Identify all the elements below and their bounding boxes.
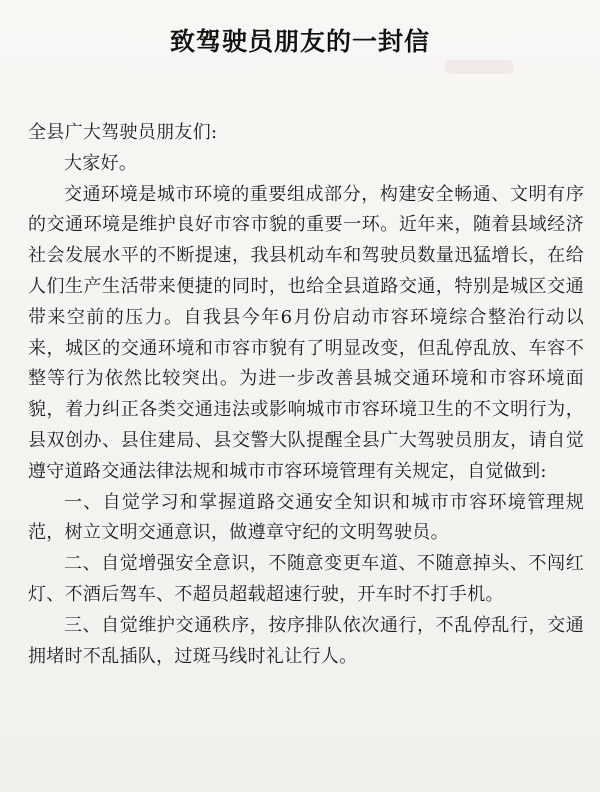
letter-body — [28, 118, 584, 672]
item-3-paragraph: 三、自觉维护交通秩序，按序排队依次通行，不乱停乱行，交通拥堵时不乱插队，过斑马线时礼让行人。 — [28, 614, 584, 667]
intro-paragraph: 交通环境是城市环境的重要组成部分，构建安全畅通、文明有序的交通环境是维护良好市容市貌的重要一环。近年来，随着县域经济社会发展水平的不断提速，我县机动车和驾驶员数量迅猛增长，在给人们生产生活带来便捷的同时，也给全县道路交通，特别是城区交通带来空前的压力。自我县今年6月份启动市容环境综合整治行动以来，城区的交通环境和市容市貌有了明显改变，但乱停乱放、车容不整等行为依然比较突出。为进一步改善县城交通环境和市容环境面貌，着力纠正各类交通违法或影响城市市容环境卫生的不文明行为，县双创办、县住建局、县交警大队提醒全县广大驾驶员朋友，请自觉遵守道路交通法律法规和城市市容环境管理有关规定，自觉做到: — [28, 183, 584, 482]
faint-stamp-mark — [444, 60, 514, 74]
greeting-paragraph: 大家好。 — [64, 152, 138, 174]
item-2-paragraph: 二、自觉增强安全意识，不随意变更车道、不随意掉头、不闯红灯、不酒后驾车、不超员超载超速行驶，开车时不打手机。 — [28, 553, 584, 605]
salutation: 全县广大驾驶员朋友们: — [28, 122, 218, 143]
item-1-paragraph: 一、自觉学习和掌握道路交通安全知识和城市市容环境管理规范，树立文明交通意识，做遵章守纪的文明驾驶员。 — [28, 491, 584, 544]
page-title: 致驾驶员朋友的一封信 — [169, 27, 430, 56]
